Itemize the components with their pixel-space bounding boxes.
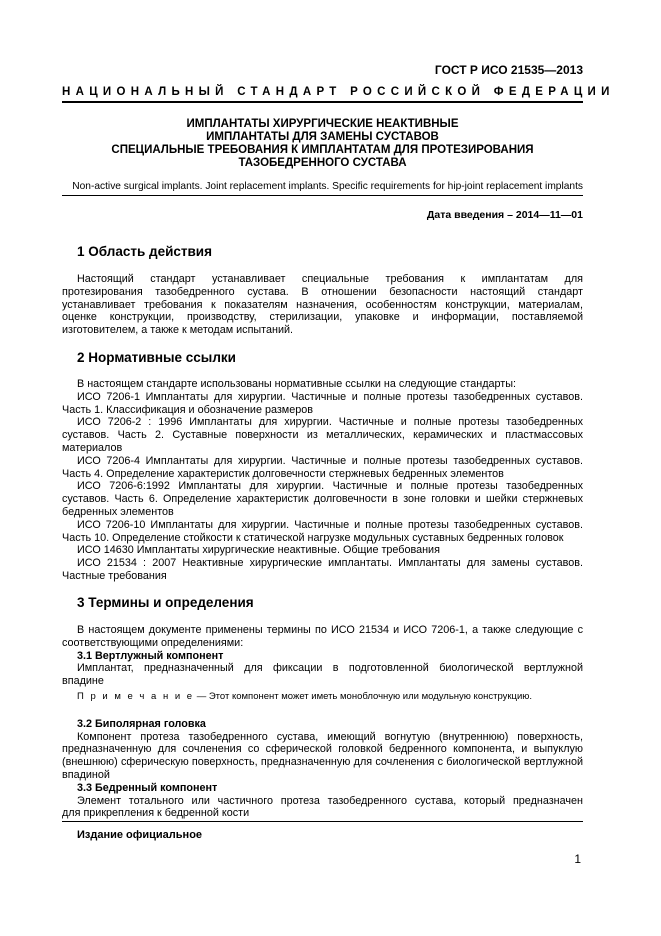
ref-line: ИСО 7206-4 Имплантаты для хирургии. Частичные и полные протезы тазобедренных суставов. [77, 454, 583, 467]
text-line: В настоящем стандарте использованы нормативные ссылки на следующие стандарты: [77, 378, 516, 390]
page-number: 1 [574, 852, 581, 866]
definition-line: Компонент протеза тазобедренного сустава, имеющий вогнутую (внутреннюю) поверхность, [77, 730, 583, 743]
text-line: устанавливает требования к показателям назначения, особенностям конструкции, материалам, [62, 298, 583, 311]
definition-line: для прикрепления к бедренной кости [62, 807, 250, 820]
definition-line: впадиной [62, 768, 110, 781]
section-3-text [62, 624, 583, 820]
title-line: ИМПЛАНТАТЫ ХИРУРГИЧЕСКИЕ НЕАКТИВНЫЕ [186, 118, 459, 130]
definition-line: Элемент тотального или частичного протеза тазобедренного сустава, который предназначен [77, 794, 583, 807]
document-title [62, 118, 583, 170]
ref-line: ИСО 21534 : 2007 Неактивные хирургические имплантаты. Имплантаты для замены суставов. [77, 557, 583, 570]
section-2-heading: 2 Нормативные ссылки [77, 350, 236, 365]
section-1-heading: 1 Область действия [77, 244, 212, 259]
section-2-text [62, 378, 583, 583]
definition-line: Имплантат, предназначенный для фиксации в подготовленной биологической вертлужной [77, 662, 583, 675]
term-3-1: 3.1 Вертлужный компонент [77, 649, 224, 662]
ref-line: Часть 10. Определение стойкости к статической нагрузке модульных суставных бедренных головок [62, 531, 564, 544]
title-line: ТАЗОБЕДРЕННОГО СУСТАВА [238, 157, 407, 169]
definition-line: предназначенную для сочленения со сферической головкой бедренного компонента, и выпуклую [62, 743, 583, 756]
text-line: протезирования тазобедренного сустава. В отношении безопасности настоящий стандарт [62, 285, 583, 298]
definition-line: впадине [62, 675, 104, 688]
title-rule [62, 195, 583, 196]
ref-line: суставов. Часть 2. Суставные поверхности из металлических, керамических и пластмассовых [62, 429, 583, 442]
ref-line: ИСО 7206-2 : 1996 Имплантаты для хирургии. Частичные и полные протезы тазобедренных [77, 416, 583, 429]
ref-line: ИСО 14630 Имплантаты хирургические неактивные. Общие требования [77, 544, 440, 557]
footer-rule [62, 821, 583, 822]
text-line: соответствующими определениями: [62, 636, 244, 649]
ref-line: материалов [62, 441, 123, 454]
ref-line: бедренных элементов [62, 505, 174, 518]
text-line: Настоящий стандарт устанавливает специальные требования к имплантатам для [77, 273, 583, 285]
official-edition-label: Издание официальное [77, 829, 203, 841]
ref-line: суставов. Часть 6. Определение характеристик долговечности в зоне головки и шейки стержневых [62, 493, 583, 506]
term-3-3: 3.3 Бедренный компонент [77, 781, 218, 794]
text-line: В настоящем документе применены термины по ИСО 21534 и ИСО 7206-1, а также следующие с [77, 624, 583, 636]
ref-line: Частные требования [62, 569, 167, 582]
title-line: ИМПЛАНТАТЫ ДЛЯ ЗАМЕНЫ СУСТАВОВ [206, 131, 439, 143]
section-1-text [62, 273, 583, 337]
text-line: оценке конструкции, производству, стерилизации, упаковке и информации, поставляемой [62, 311, 583, 324]
ref-line: Часть 1. Классификация и обозначение размеров [62, 403, 313, 416]
term-3-2: 3.2 Биполярная головка [77, 717, 206, 730]
header-rule [62, 101, 583, 103]
document-number: ГОСТ Р ИСО 21535—2013 [434, 63, 583, 77]
english-title: Non-active surgical implants. Joint replacement implants. Specific requirements for hip-joint replacement implants [72, 181, 583, 192]
section-3-heading: 3 Термины и определения [77, 595, 254, 610]
title-line: СПЕЦИАЛЬНЫЕ ТРЕБОВАНИЯ К ИМПЛАНТАТАМ ДЛЯ ПРОТЕЗИРОВАНИЯ [111, 144, 534, 156]
definition-line: (внешнюю) сферическую поверхность, предназначенную для сочленения с биологической вертлужной [62, 756, 583, 769]
ref-line: Часть 4. Определение характеристик долговечности стержневых бедренных элементов [62, 467, 504, 480]
note [77, 691, 583, 704]
introduction-date: Дата введения – 2014—11—01 [426, 209, 583, 221]
ref-line: ИСО 7206-1 Имплантаты для хирургии. Частичные и полные протезы тазобедренных суставов. [77, 390, 583, 403]
note-label: П р и м е ч а н и е [77, 690, 195, 702]
national-standard-banner: НАЦИОНАЛЬНЫЙ СТАНДАРТ РОССИЙСКОЙ ФЕДЕРАЦИИ [62, 86, 615, 98]
note-text: — Этот компонент может иметь моноблочную или модульную конструкцию. [194, 690, 533, 702]
ref-line: ИСО 7206-6:1992 Имплантаты для хирургии. Частичные и полные протезы тазобедренных [77, 480, 583, 493]
ref-line: ИСО 7206-10 Имплантаты для хирургии. Частичные и полные протезы тазобедренных суставов. [77, 518, 583, 531]
text-line: изготовителем, а также к методам испытаний. [62, 324, 294, 337]
